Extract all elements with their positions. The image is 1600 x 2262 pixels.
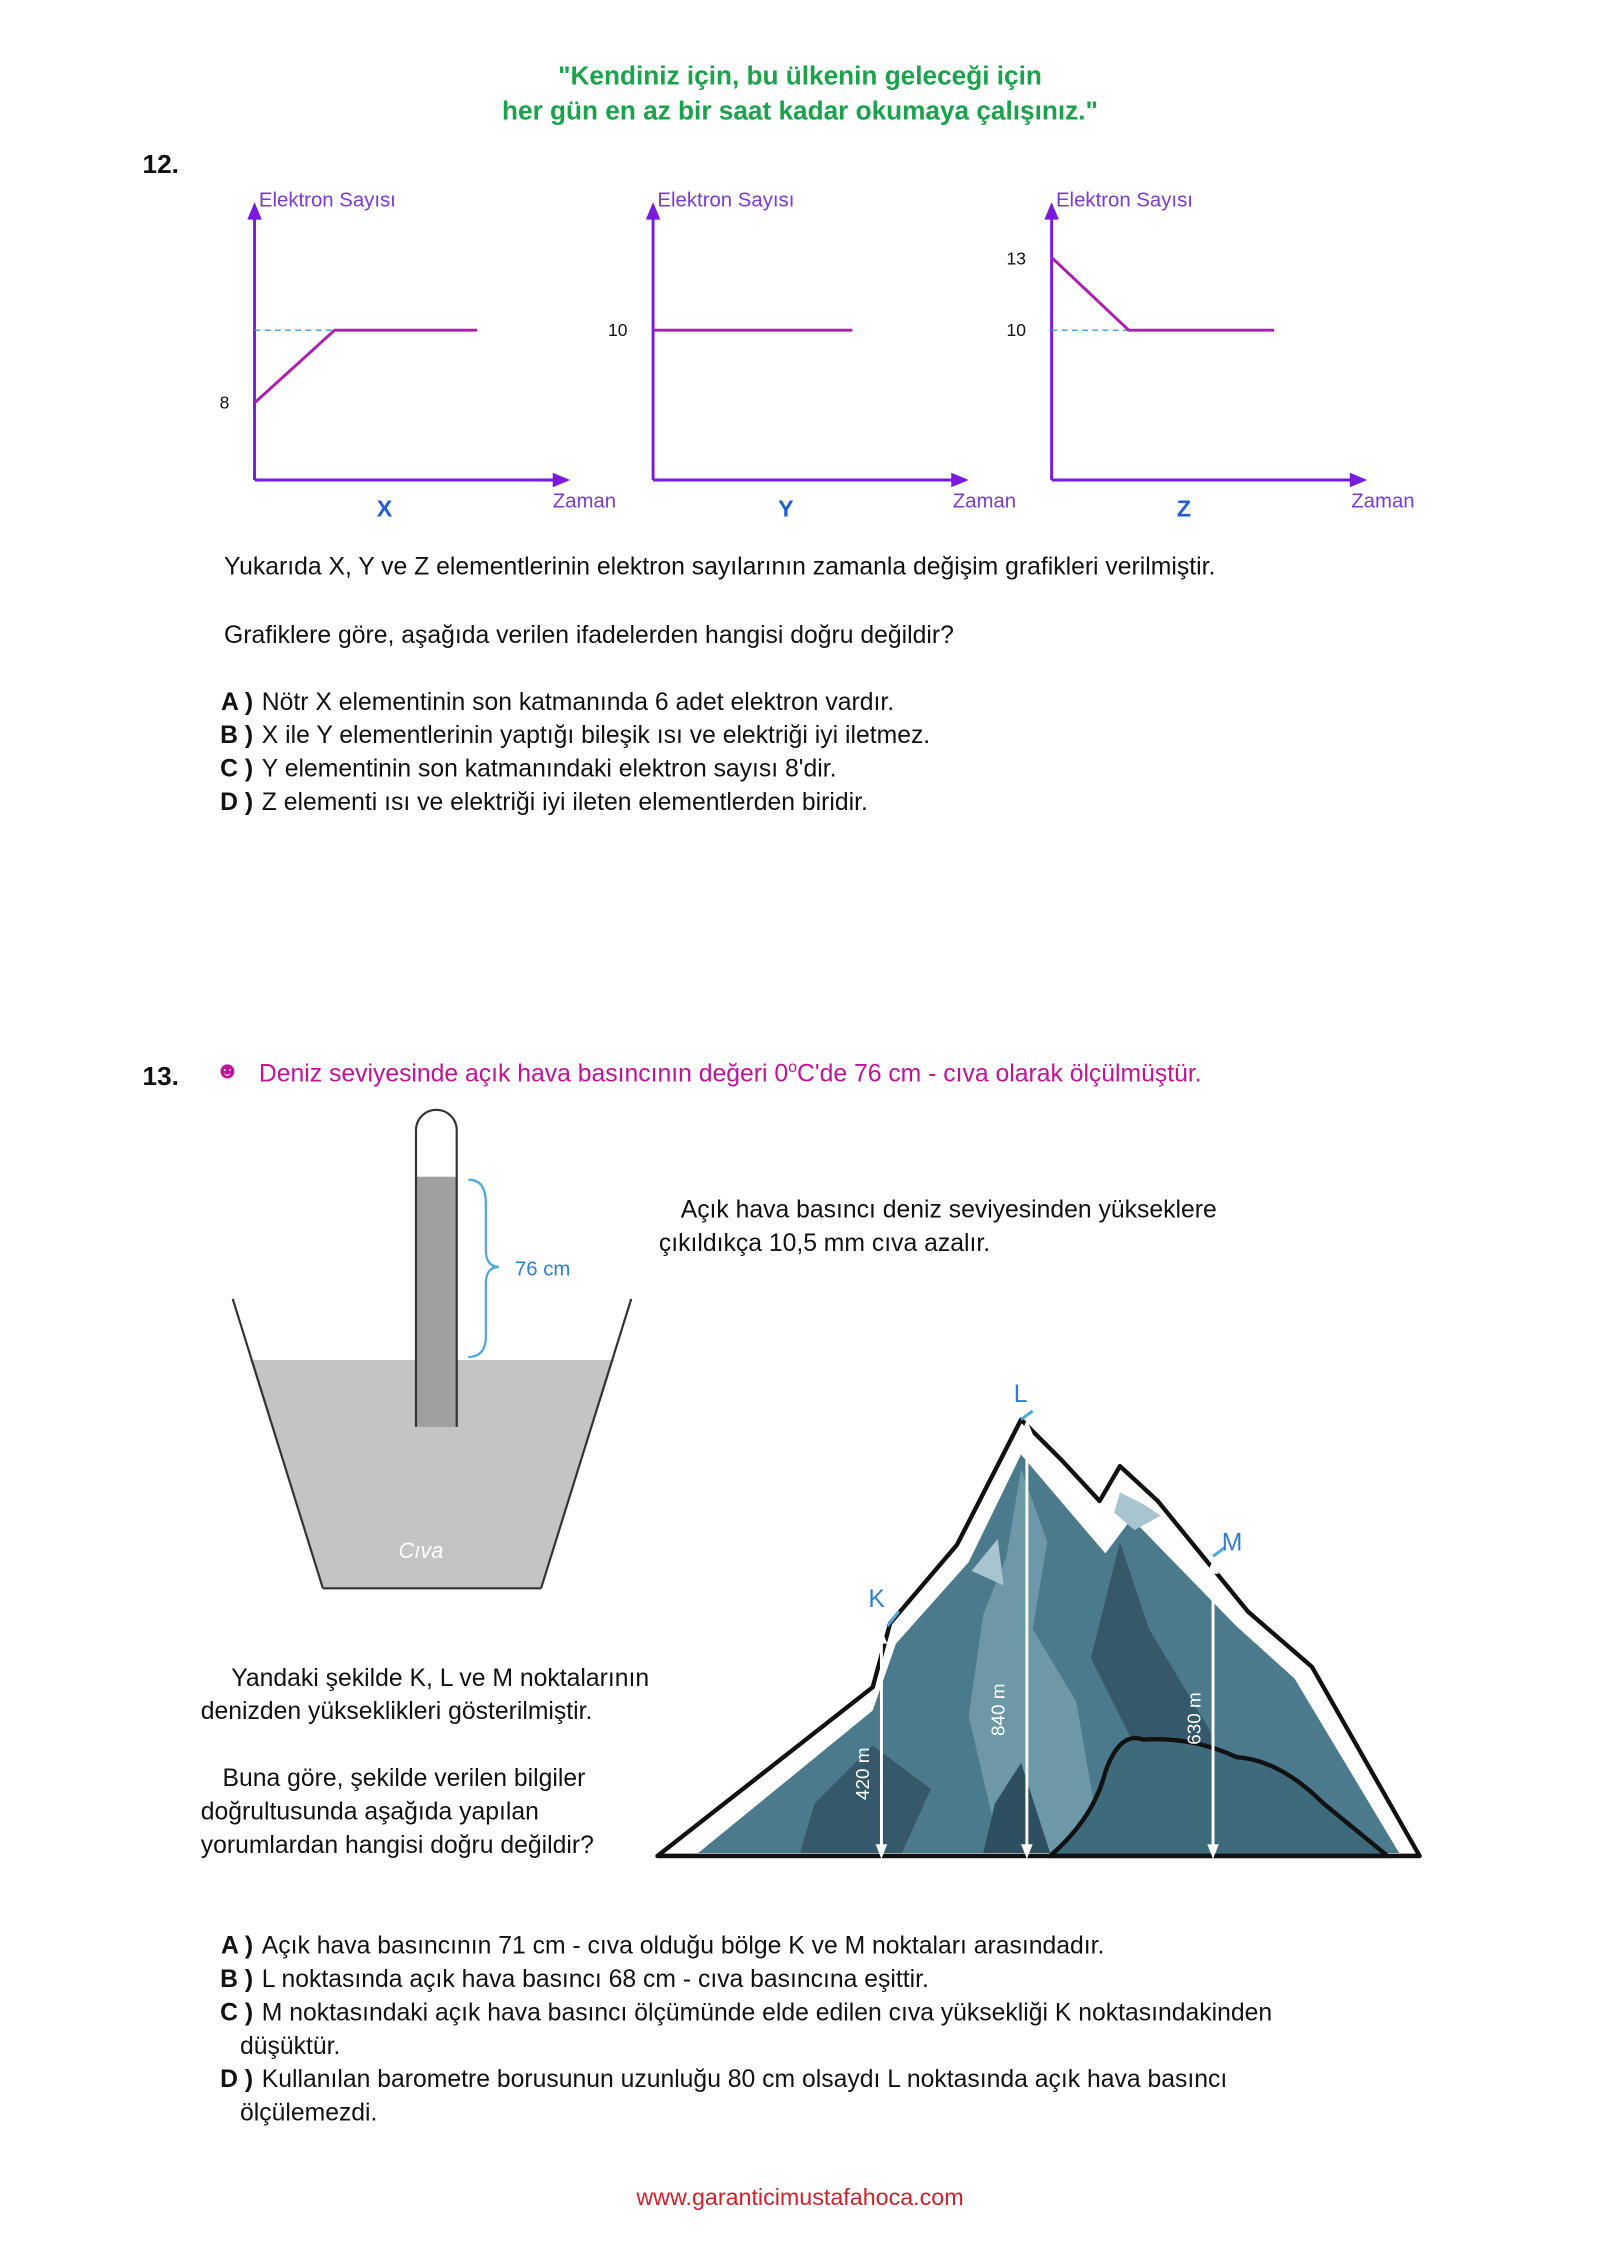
graph-y-xlabel: Zaman [952,488,1017,512]
graph-x-svg [204,182,640,524]
graph-z-name: Z [1176,497,1191,523]
graph-z [1001,182,1437,524]
question-13-option-b[interactable] [204,1962,929,1995]
mountain-figure [640,1367,1433,1869]
graph-x-ylabel: Elektron Sayısı [258,187,396,211]
option-key: D ) [220,788,254,816]
question-12-option-b[interactable] [204,719,931,752]
graph-z-tick-13: 13 [1006,248,1026,270]
question-13-option-a[interactable] [204,1929,1105,1962]
graph-x [204,182,640,524]
option-key: D ) [220,2065,254,2094]
barometer-figure [218,1098,654,1600]
question-12-option-c[interactable] [204,752,837,785]
ask-line-3: yorumlardan hangisi doğru değildir? [200,1831,594,1859]
question-12-number: 12. [142,149,179,179]
pressure-info-line-2: çıkıldıkça 10,5 mm cıva azalır. [658,1229,991,1257]
option-key: A ) [221,687,254,716]
description-line-2: denizden yükseklikleri gösterilmiştir. [200,1697,593,1726]
footer-website-link[interactable]: www.garanticimustafahoca.com [636,2186,964,2211]
graph-y [602,182,1038,524]
graph-x-line [255,330,478,403]
question-12-option-a[interactable] [204,685,894,718]
description-line-1: Yandaki şekilde K, L ve M noktalarının [231,1663,650,1692]
question-13-option-d-continued: ölçülemezdi. [239,2098,378,2127]
statement-pre: Deniz seviyesinde açık hava basıncının değeri 0 [258,1059,789,1088]
option-text: Y elementinin son katmanındaki elektron sayısı 8'dir. [261,754,837,783]
option-key: C ) [220,754,254,783]
mercury-label: Cıva [398,1538,444,1564]
point-l-marker [1021,1411,1033,1420]
point-k-label: K [868,1585,885,1614]
option-text: M noktasındaki açık hava basıncı ölçümünde elde edilen cıva yüksekliği K noktasındakinden [261,1998,1273,2027]
motto-line-1: "Kendiniz için, bu ülkenin geleceği için [558,61,1042,91]
option-text: Kullanılan barometre borusunun uzunluğu 80 cm olsaydı L noktasında açık hava basıncı [261,2065,1228,2094]
graph-y-svg [602,182,1038,524]
question-13-option-c[interactable] [204,1996,1272,2029]
graph-x-x-arrow [553,473,570,488]
graph-x-tick-8: 8 [219,392,230,414]
graph-z-line [1052,257,1275,330]
graph-y-x-arrow [951,473,968,488]
option-text: Nötr X elementinin son katmanında 6 adet elektron vardır. [261,687,895,716]
ask-line-2: doğrultusunda aşağıda yapılan [200,1797,539,1826]
height-label-k: 420 m [851,1747,874,1801]
question-13-option-d[interactable] [204,2062,1228,2095]
tube-mercury-column [416,1177,457,1427]
question-12-intro: Yukarıda X, Y ve Z elementlerinin elektron sayılarının zamanla değişim grafikleri verilmiştir. [223,552,1216,581]
ask-line-1: Buna göre, şekilde verilen bilgiler [222,1764,586,1792]
option-text: Z elementi ısı ve elektriği iyi ileten elementlerden biridir. [261,788,868,816]
mountain-svg [640,1367,1433,1869]
graph-y-name: Y [778,497,794,523]
point-l-label: L [1013,1380,1028,1408]
question-13-statement [259,1059,1202,1089]
option-key: B ) [220,721,254,750]
option-text: Açık hava basıncının 71 cm - cıva olduğu bölge K ve M noktaları arasındadır. [261,1931,1105,1960]
option-text: X ile Y elementlerinin yaptığı bileşik ısı ve elektriği iyi iletmez. [261,721,931,750]
degree-sup: o [788,1058,797,1077]
graph-z-x-arrow [1350,473,1367,488]
graph-y-tick-10: 10 [607,319,628,341]
graph-z-svg [1001,182,1437,524]
question-12-prompt: Grafiklere göre, aşağıda verilen ifadelerden hangisi doğru değildir? [223,621,954,649]
option-key: B ) [220,1965,254,1993]
graph-x-xlabel: Zaman [552,488,617,512]
barometer-svg [218,1098,654,1600]
point-m-label: M [1221,1528,1243,1557]
option-key: C ) [220,1998,254,2027]
question-13-number: 13. [142,1061,179,1091]
height-label-l: 840 m [986,1683,1009,1737]
graph-z-tick-10: 10 [1006,319,1026,341]
option-text: L noktasında açık hava basıncı 68 cm - cıva basıncına eşittir. [261,1965,929,1993]
graph-z-xlabel: Zaman [1351,488,1415,512]
graph-x-name: X [376,497,393,523]
pressure-info-line-1: Açık hava basıncı deniz seviyesinden yükseklere [680,1195,1217,1224]
question-12-option-d[interactable] [204,785,868,818]
statement-post: C'de 76 cm - cıva olarak ölçülmüştür. [796,1059,1202,1088]
height-label-m: 630 m [1183,1692,1206,1745]
motto-line-2: her gün en az bir saat kadar okumaya çalışınız." [502,95,1098,126]
smiley-bullet-icon: ☻ [215,1058,240,1084]
height-brace [468,1180,499,1357]
graph-y-ylabel: Elektron Sayısı [657,187,795,211]
question-13-option-c-continued: düşüktür. [239,2031,341,2060]
graph-z-ylabel: Elektron Sayısı [1055,187,1193,211]
option-key: A ) [221,1931,254,1960]
tube-height-label: 76 cm [514,1256,571,1280]
